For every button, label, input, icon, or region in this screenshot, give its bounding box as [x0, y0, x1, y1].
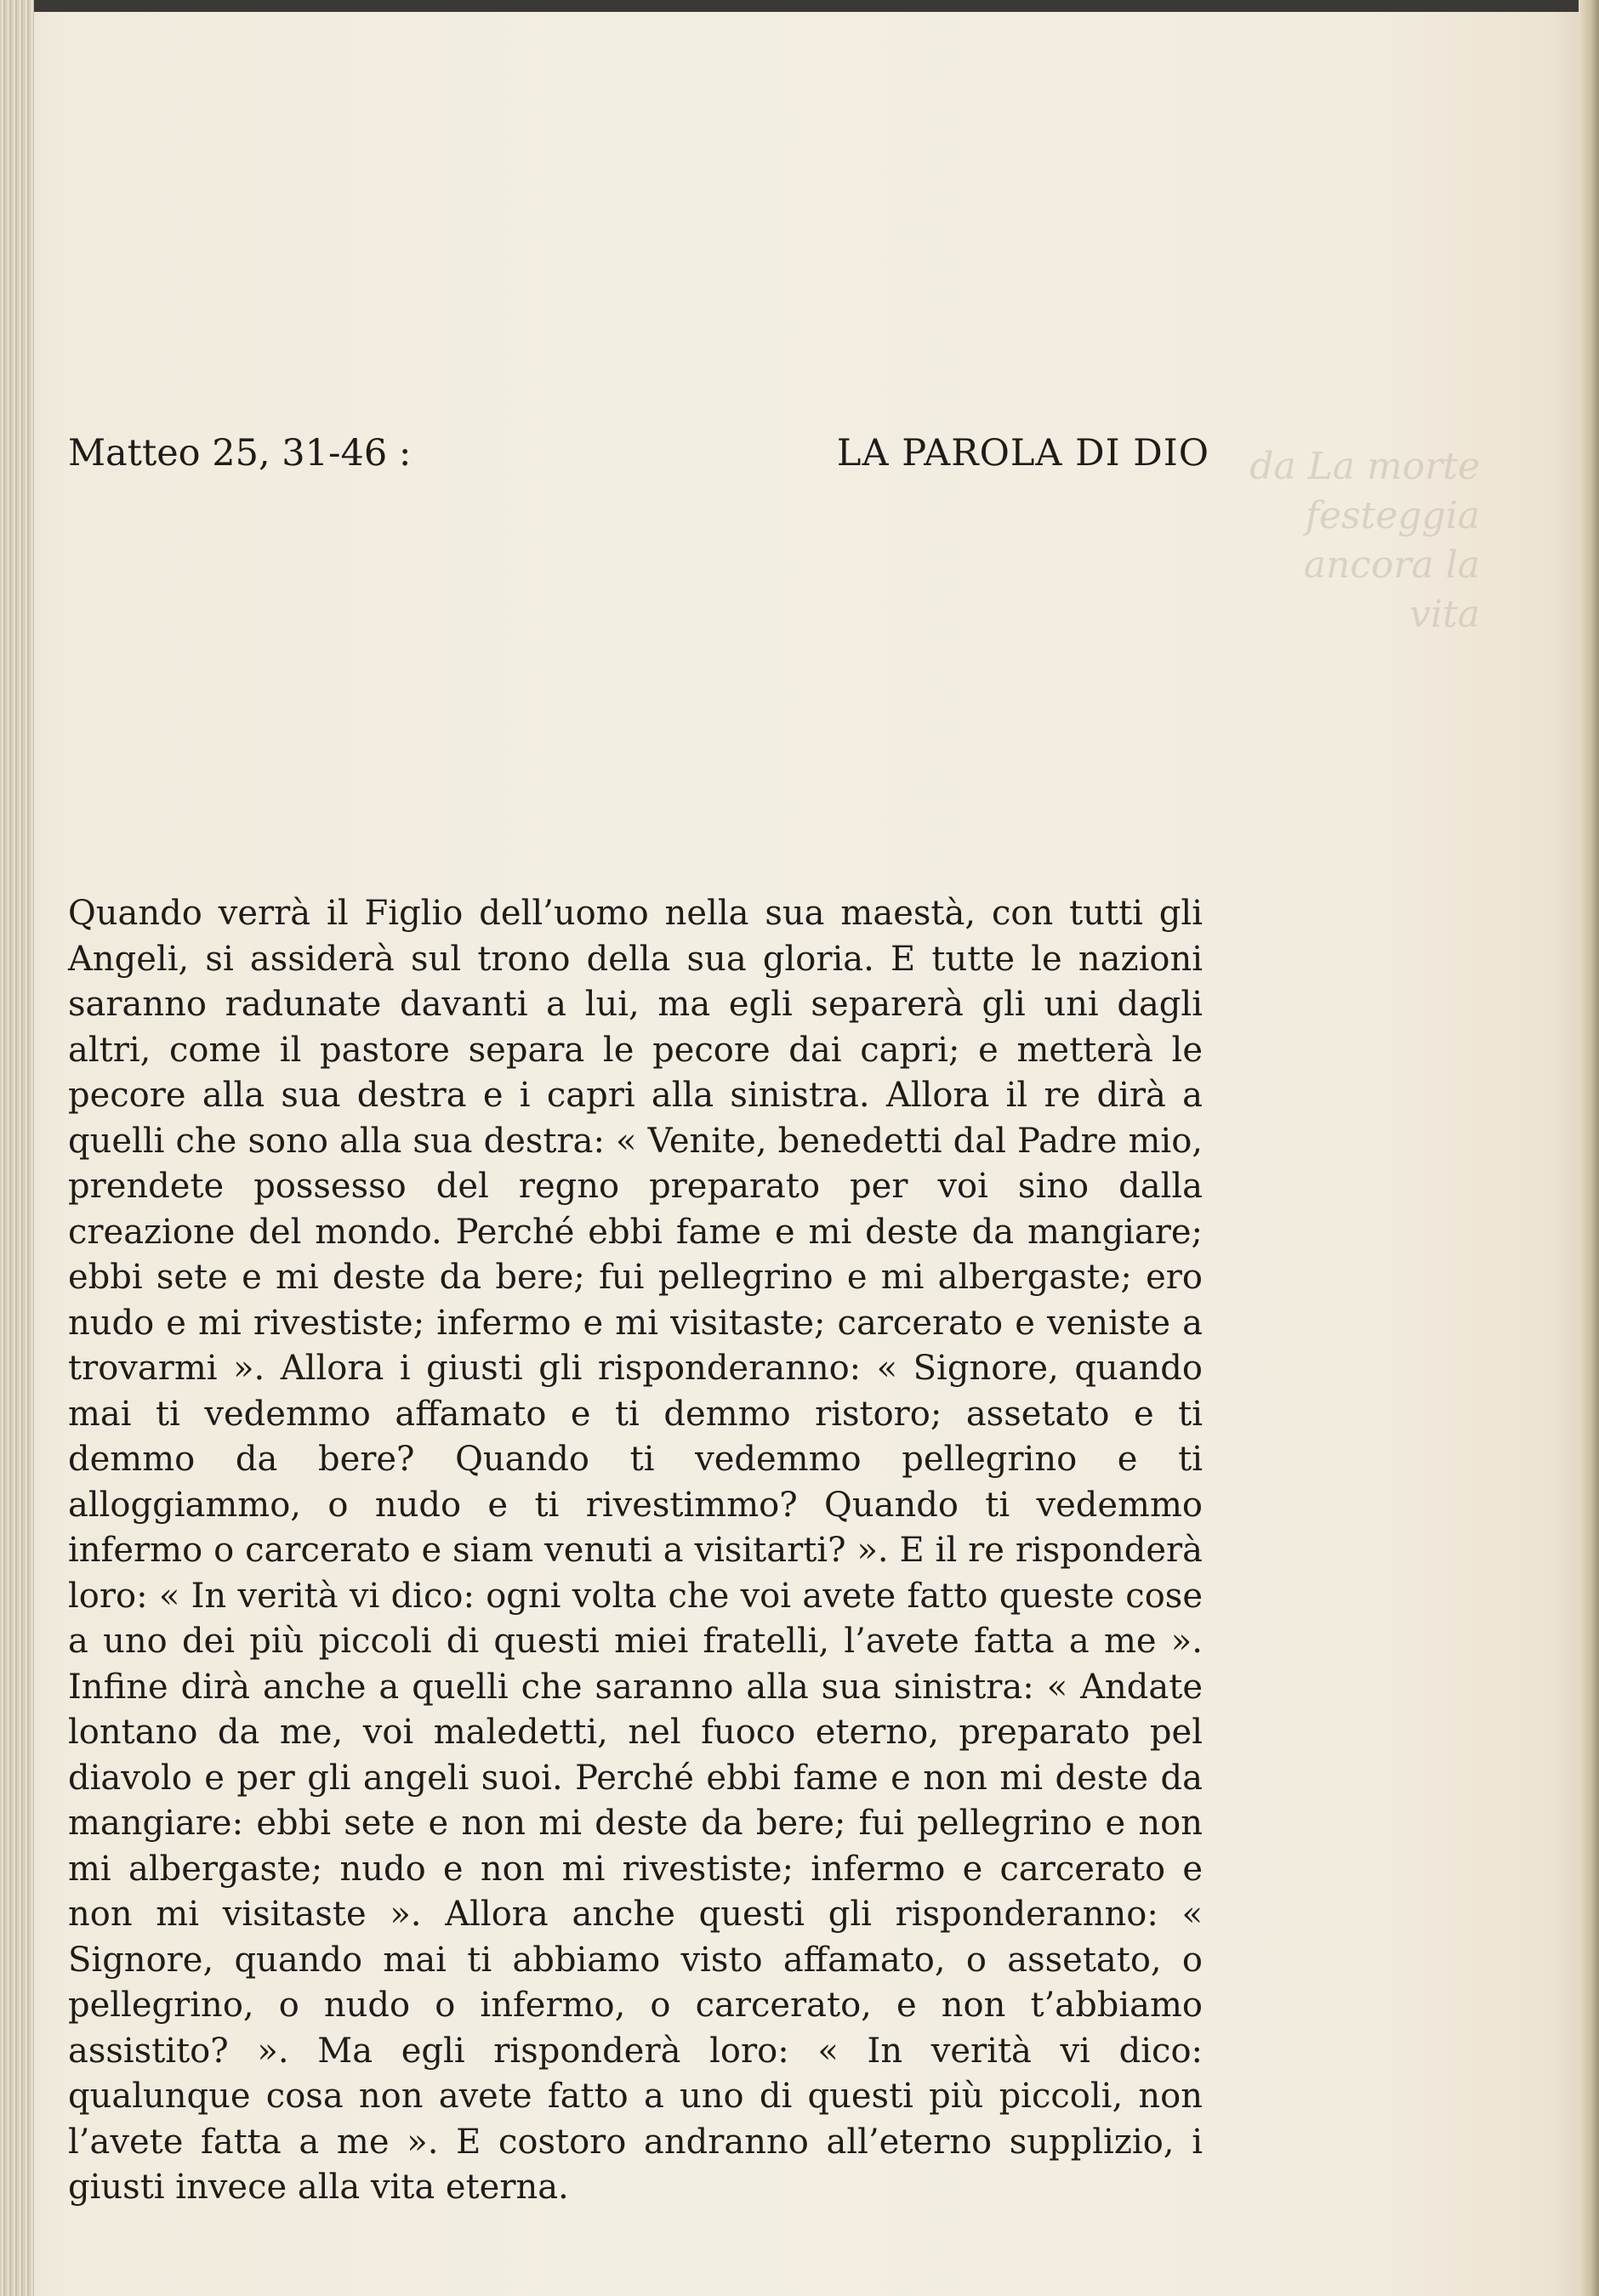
bleed-through-text: da La morte festeggia ancora la vita: [1249, 445, 1480, 636]
scripture-passage: Quando verrà il Figlio dell’uomo nella sua maestà, con tutti gli Angeli, si assiderà sul trono della sua gloria. E tutte le nazioni saranno radunate davanti a lui, ma egli separerà gli uni dagli altri, come il pastore separa le pecore dai capri; e metterà le pecore alla sua destra e i capri alla sinistra. Allora il re dirà a quelli che sono alla sua destra: « Venite, benedetti dal Padre mio, prendete possesso del regno preparato per voi sino dalla creazione del mondo. Perché ebbi fame e mi deste da mangiare; ebbi sete e mi deste da bere; fui pellegrino e mi albergaste; ero nudo e mi rivestiste; infermo e mi visitaste; carcerato e veniste a trovarmi ». Allora i giusti gli risponderanno: « Signore, quando mai ti vedemmo affamato e ti demmo ristoro; assetato e ti demmo da bere? Quando ti vedemmo pellegrino e ti alloggiammo, o nudo e ti rivestimmo? Quando ti vedemmo infermo o carcerato e siam venuti a visitarti? ». E il re risponderà loro: « In verità vi dico: ogni volta che voi avete fatto queste cose a uno dei più piccoli di questi miei fratelli, l’avete fatta a me ». Infine dirà anche a quelli che saranno alla sua sinistra: « Andate lontano da me, voi maledetti, nel fuoco eterno, preparato pel diavolo e per gli angeli suoi. Perché ebbi fame e non mi deste da mangiare: ebbi sete e non mi deste da bere; fui pellegrino e non mi albergaste; nudo e non mi rivestiste; infermo e carcerato e non mi visitaste ». Allora anche questi gli risponderanno: « Signore, quando mai ti abbiamo visto affamato, o assetato, o pellegrino, o nudo o infermo, o carcerato, e non t’abbiamo assistito? ». Ma egli risponderà loro: « In verità vi dico: qualunque cosa non avete fatto a uno di questi più piccoli, non l’avete fatta a me ». E costoro andranno all’eterno supplizio, i giusti invece alla vita eterna.: [68, 894, 1203, 2207]
page-gutter-edge: [1579, 0, 1599, 2296]
scripture-reference: Matteo 25, 31-46 :: [68, 432, 412, 475]
page-stack-edge: [0, 0, 34, 2296]
top-edge: [0, 0, 1599, 12]
section-title: LA PAROLA DI DIO: [836, 432, 1209, 475]
